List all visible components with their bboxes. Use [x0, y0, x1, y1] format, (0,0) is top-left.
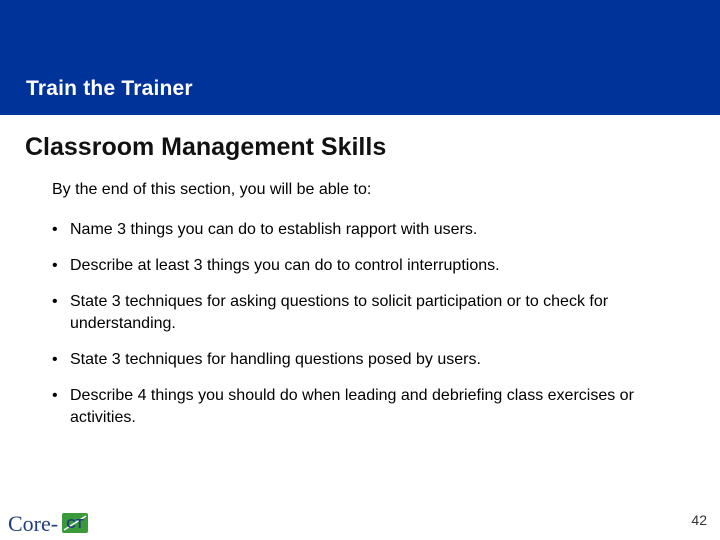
- objective-text: Describe 4 things you should do when leading and debriefing class exercises or activities.: [70, 387, 634, 426]
- logo-ct-mark: [61, 512, 89, 534]
- objective-text: Name 3 things you can do to establish rapport with users.: [70, 221, 478, 238]
- intro-text: By the end of this section, you will be able to:: [52, 181, 372, 198]
- objectives-list: [52, 219, 672, 443]
- logo-ct-text: CT: [66, 516, 84, 531]
- bullet-icon: •: [52, 257, 58, 274]
- objective-item: [52, 385, 672, 429]
- slide-title: Classroom Management Skills: [25, 133, 387, 161]
- objective-item: [52, 291, 672, 335]
- bullet-icon: •: [52, 387, 58, 404]
- page-number: 42: [691, 512, 707, 528]
- objective-text: State 3 techniques for handling questions posed by users.: [70, 351, 481, 368]
- objective-item: [52, 255, 672, 277]
- objective-text: State 3 techniques for asking questions to solicit participation or to check for understanding.: [70, 293, 609, 332]
- objective-item: [52, 219, 672, 241]
- bullet-icon: •: [52, 221, 58, 238]
- header-title: Train the Trainer: [26, 77, 193, 100]
- core-ct-logo: [8, 508, 88, 538]
- objective-text: Describe at least 3 things you can do to control interruptions.: [70, 257, 500, 274]
- bullet-icon: •: [52, 293, 58, 310]
- logo-core-text: Core-: [8, 511, 59, 536]
- objective-item: [52, 349, 672, 371]
- bullet-icon: •: [52, 351, 58, 368]
